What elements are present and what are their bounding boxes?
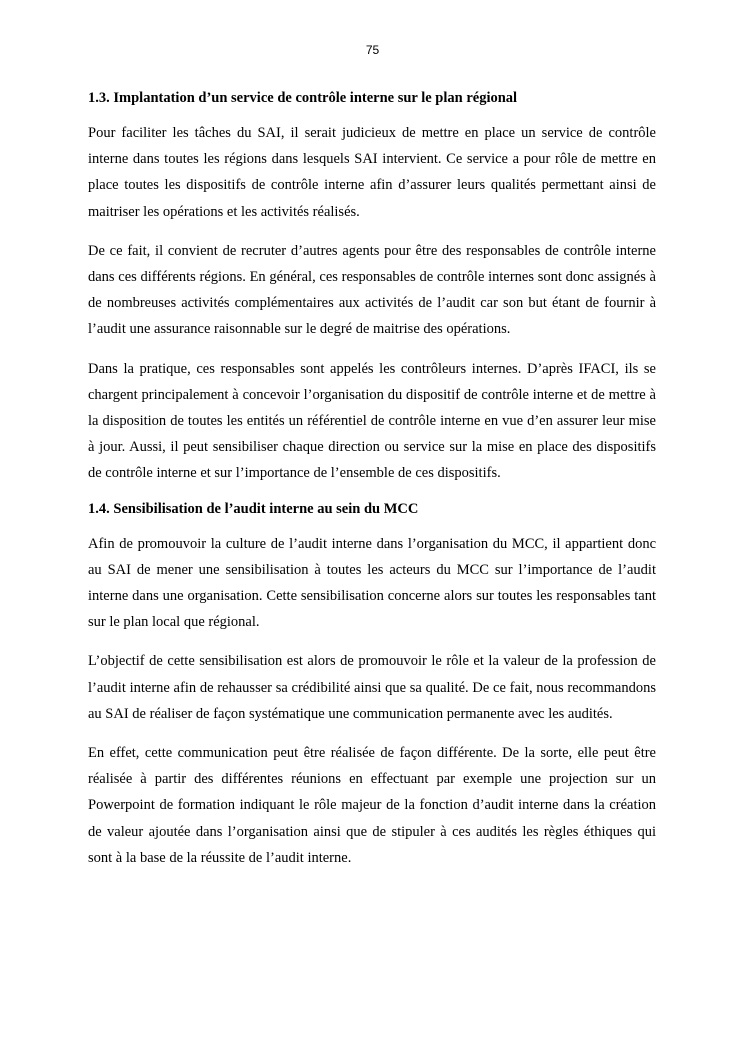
section-heading-1-4: 1.4. Sensibilisation de l’audit interne au sein du MCC [88,500,419,517]
paragraph: Afin de promouvoir la culture de l’audit interne dans l’organisation du MCC, il appartient donc au SAI de mener une sensibilisation à toutes les acteurs du MCC sur l’importance de l’audit interne dans une organisation. Cette sensibilisation concerne alors sur toutes les responsables tant sur le plan local que régional. [88,535,656,631]
section-heading-1-3: 1.3. Implantation d’un service de contrôle interne sur le plan régional [88,90,518,106]
page-body [88,89,656,884]
paragraph: Pour faciliter les tâches du SAI, il serait judicieux de mettre en place un service de contrôle interne dans toutes les régions dans lesquels SAI intervient. Ce service a pour rôle de mettre en place toutes les dispositifs de contrôle interne afin d’assurer leurs qualités permettant ainsi de maitriser les opérations et les activités réalisés. [88,125,656,220]
paragraph: L’objectif de cette sensibilisation est alors de promouvoir le rôle et la valeur de la profession de l’audit interne afin de rehausser sa crédibilité ainsi que sa qualité. De ce fait, nous recommandons au SAI de réaliser de façon systématique une communication permanente avec les audités. [88,653,656,722]
paragraph: Dans la pratique, ces responsables sont appelés les contrôleurs internes. D’après IFACI, ils se chargent principalement à concevoir l’organisation du dispositif de contrôle interne et de mettre à la disposition de toutes les entités un référentiel de contrôle interne en vue d’en assurer leur mise à jour. Aussi, il peut sensibiliser chaque direction ou service sur la mise en place des dispositifs de contrôle interne et sur l’importance de l’ensemble de ces dispositifs. [88,360,656,482]
paragraph: En effet, cette communication peut être réalisée de façon différente. De la sorte, elle peut être réalisée à partir des différentes réunions en effectuant par exemple une projection sur un Powerpoint de formation indiquant le rôle majeur de la fonction d’audit interne dans la création de valeur ajoutée dans l’organisation ainsi que de stipuler à ces audités les règles éthiques qui sont à la base de la réussite de l’audit interne. [88,745,656,866]
paragraph: De ce fait, il convient de recruter d’autres agents pour être des responsables de contrôle interne dans ces différents régions. En général, ces responsables de contrôle internes sont donc assignés à de nombreuses activités complémentaires aux activités de l’audit car son but étant de fournir à l’audit une assurance raisonnable sur le degré de maitrise des opérations. [88,242,656,338]
page-number: 75 [365,43,380,57]
